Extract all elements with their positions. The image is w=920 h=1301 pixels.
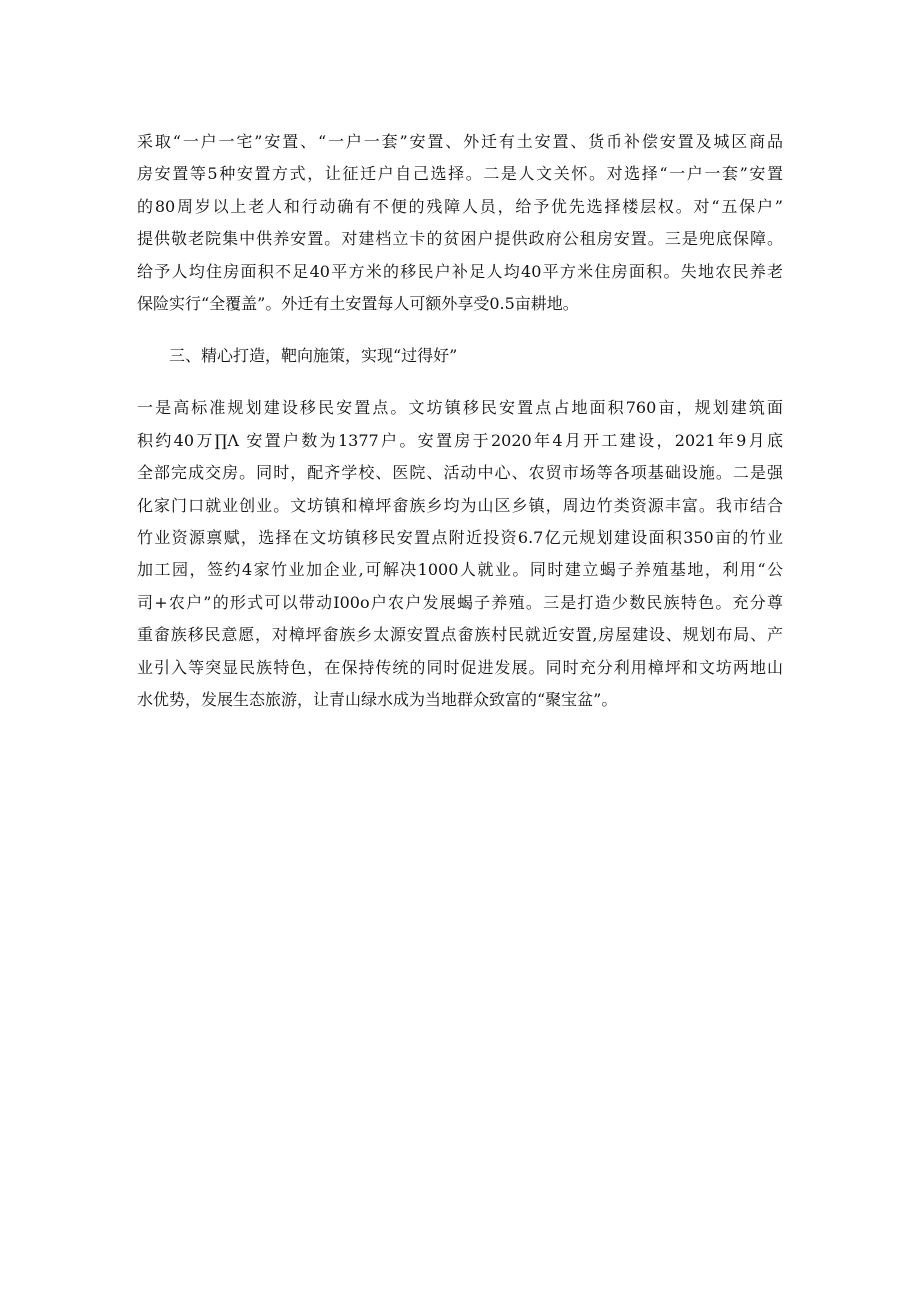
text-line: 竹业资源禀赋，选择在文坊镇移民安置点附近投资6.7亿元规划建设面积350亩的竹业 (137, 528, 783, 548)
text-line: 保险实行“全覆盖”。外迁有土安置每人可额外享受0.5亩耕地。 (137, 294, 579, 314)
section-heading: 三、精心打造，靶向施策，实现“过得好” (169, 346, 458, 366)
text-line: 化家门口就业创业。文坊镇和樟坪畲族乡均为山区乡镇，周边竹类资源丰富。我市结合 (137, 495, 783, 515)
text-line: 房安置等5种安置方式，让征迁户自己选择。二是人文关怀。对选择“一户一套”安置 (137, 164, 783, 184)
text-line: 给予人均住房面积不足40平方米的移民户补足人均40平方米住房面积。失地农民养老 (137, 261, 783, 281)
text-line: 积约40万∏Λ 安置户数为1377户。安置房于2020年4月开工建设，2021年9月底 (137, 430, 783, 450)
paragraph-resettlement-methods (137, 126, 783, 320)
text-line: 全部完成交房。同时，配齐学校、医院、活动中心、农贸市场等各项基础设施。二是强 (137, 463, 783, 483)
paragraph-spacer (137, 320, 783, 340)
document-body (137, 126, 783, 717)
paragraph-resettlement-site (137, 392, 783, 716)
text-line: 的80周岁以上老人和行动确有不便的残障人员，给予优先选择楼层权。对“五保户” (137, 196, 783, 216)
text-line: 一是高标准规划建设移民安置点。文坊镇移民安置点占地面积760亩，规划建筑面 (137, 398, 783, 418)
text-line: 司+农户”的形式可以带动I00o户农户发展蝎子养殖。三是打造少数民族特色。充分尊 (137, 592, 783, 612)
text-line: 加工园，签约4家竹业加企业,可解决1000人就业。同时建立蝎子养殖基地，利用“公 (137, 560, 783, 580)
text-line: 提供敬老院集中供养安置。对建档立卡的贫困户提供政府公租房安置。三是兜底保障。 (137, 229, 783, 249)
text-line: 水优势，发展生态旅游，让青山绿水成为当地群众致富的“聚宝盆”。 (137, 690, 618, 710)
text-line: 重畲族移民意愿，对樟坪畲族乡太源安置点畲族村民就近安置,房屋建设、规划布局、产 (137, 625, 783, 645)
text-line: 采取“一户一宅”安置、“一户一套”安置、外迁有土安置、货币补偿安置及城区商品 (137, 132, 783, 151)
text-line: 业引入等突显民族特色，在保持传统的同时促进发展。同时充分利用樟坪和文坊两地山 (137, 657, 783, 677)
paragraph-spacer (137, 372, 783, 392)
